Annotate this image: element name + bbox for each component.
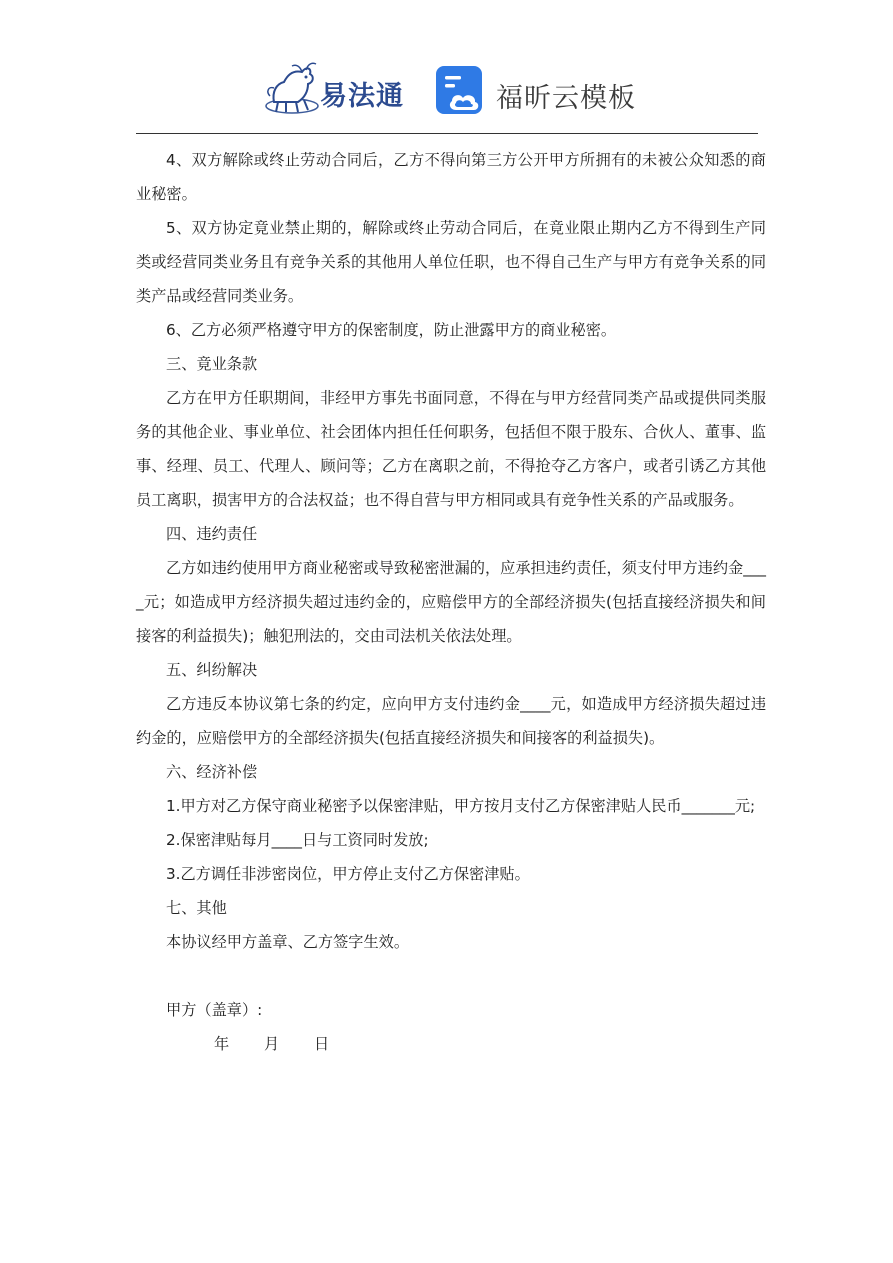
dispute-paragraph: 乙方违反本协议第七条的约定，应向甲方支付违约金____元，如造成甲方经济损失超过违约金的，应赔偿甲方的全部经济损失(包括直接经济损失和间接客的利益损失)。 (136, 695, 766, 747)
section-heading-6: 六、经济补偿 (166, 763, 258, 781)
brand-yifatong-text: 易法通 (320, 81, 404, 112)
party-a-seal-label: 甲方（盖章）: (166, 1001, 263, 1019)
section-heading-3: 三、竟业条款 (166, 355, 258, 373)
clause-5: 5、双方协定竟业禁止期的，解除或终止劳动合同后，在竟业限止期内乙方不得到生产同类或经营同类业务且有竞争关系的其他用人单位任职，也不得自己生产与甲方有竞争关系的同类产品或经营同类业务。 (136, 219, 766, 305)
section-heading-4: 四、违约责任 (166, 525, 258, 543)
document-body (136, 143, 766, 1061)
effective-paragraph: 本协议经甲方盖章、乙方签字生效。 (166, 933, 409, 951)
date-day: 日 (314, 1035, 330, 1053)
section-heading-7: 七、其他 (166, 899, 227, 917)
compensation-item-3: 3.乙方调任非涉密岗位，甲方停止支付乙方保密津贴。 (166, 865, 530, 883)
cloud-document-icon (436, 66, 486, 116)
compensation-item-1: 1.甲方对乙方保守商业秘密予以保密津贴，甲方按月支付乙方保密津贴人民币_______元; (166, 797, 756, 815)
document-header (0, 58, 893, 122)
date-year: 年 (214, 1035, 230, 1053)
qilin-logo-icon (262, 62, 322, 118)
liability-paragraph: 乙方如违约使用甲方商业秘密或导致秘密泄漏的，应承担违约责任，须支付甲方违约金____元；如造成甲方经济损失超过违约金的，应赔偿甲方的全部经济损失(包括直接经济损失和间接客的利益损失)；触犯刑法的，交由司法机关依法处理。 (136, 559, 766, 645)
signature-date (136, 1027, 766, 1061)
clause-6: 6、乙方必须严格遵守甲方的保密制度，防止泄露甲方的商业秘密。 (166, 321, 617, 339)
clause-4: 4、双方解除或终止劳动合同后，乙方不得向第三方公开甲方所拥有的未被公众知悉的商业秘密。 (136, 151, 766, 203)
header-divider (136, 133, 758, 134)
non-compete-paragraph: 乙方在甲方任职期间，非经甲方事先书面同意，不得在与甲方经营同类产品或提供同类服务的其他企业、事业单位、社会团体内担任任何职务，包括但不限于股东、合伙人、董事、监事、经理、员工、代理人、顾问等；乙方在离职之前，不得抢夺乙方客户，或者引诱乙方其他员工离职，损害甲方的合法权益；也不得自营与甲方相同或具有竞争性关系的产品或服务。 (136, 389, 766, 509)
yifatong-logo (262, 62, 412, 118)
date-month: 月 (264, 1035, 280, 1053)
fuxin-logo (436, 66, 646, 118)
brand-fuxin-text: 福昕云模板 (496, 83, 636, 114)
section-heading-5: 五、纠纷解决 (166, 661, 258, 679)
compensation-item-2: 2.保密津贴每月____日与工资同时发放; (166, 831, 429, 849)
spacer (136, 959, 766, 993)
